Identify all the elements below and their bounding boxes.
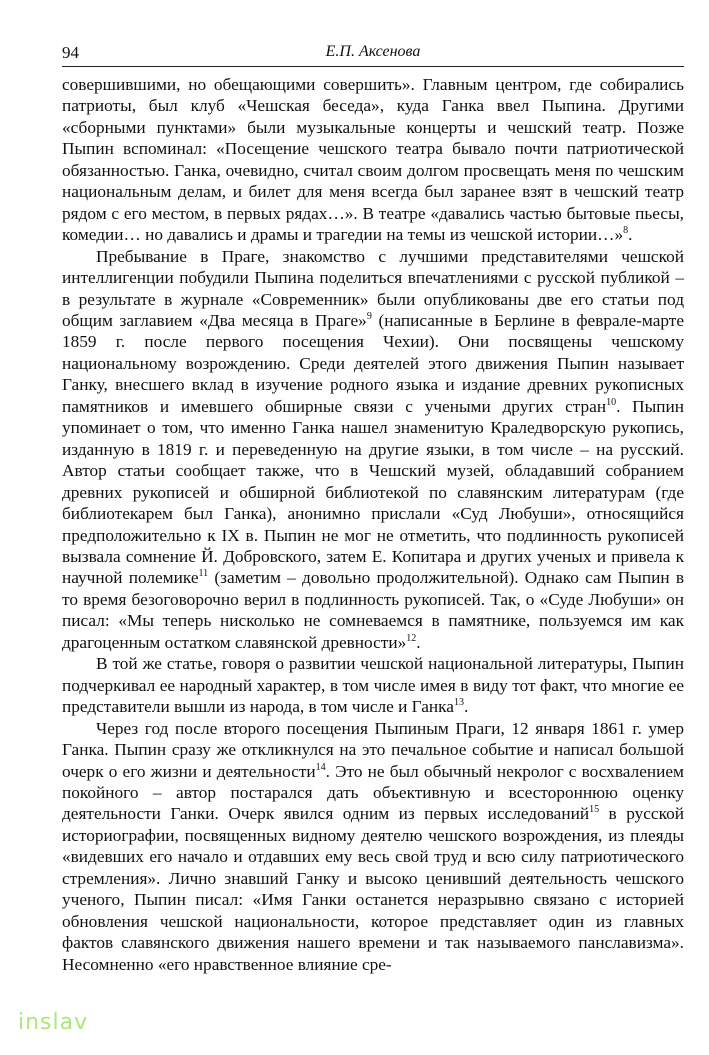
- paragraph-text: .: [416, 632, 421, 652]
- paragraph: [62, 653, 684, 717]
- footnote-ref: 8: [623, 225, 629, 237]
- paragraph: [62, 246, 684, 654]
- paragraph-text: Через год после второго посещения Пыпиным Праги, 12 января 1861 г. умер Ганка. Пыпин сразу же откликнулся на это печальное событие и написал большой очерк о его жизни и деятельности: [62, 718, 684, 781]
- footnote-ref: 11: [198, 568, 209, 580]
- paragraph-text: в русской историографии, посвященных видному деятелю чешского возрождения, из плеяды «видевших его начало и отдавших ему весь свой труд и всю силу патриотического стремления». Лично знавший Ганку и высоко ценивший деятельность чешского ученого, Пыпин писал: «Имя Ганки останется неразрывно связано с историей обновления чешской национальности, которое представляет один из главных фактов славянского движения нашего времени и так называемого панславизма». Несомненно «его нравственное влияние сре-: [62, 804, 685, 974]
- paragraph: [62, 74, 684, 246]
- footnote-ref: 9: [366, 311, 372, 323]
- page-number: 94: [62, 43, 79, 62]
- paragraph-text: Пребывание в Праге, знакомство с лучшими представителями чешской интеллигенции побудили Пыпина поделиться впечатлениями с русской публикой – в результате в журнале «Современник» были опубликованы две его статьи под общим заглавием «Два месяца в Праге»: [62, 246, 684, 330]
- footnote-ref: 14: [315, 761, 326, 773]
- paragraph-text: совершившими, но обещающими совершить». Главным центром, где собирались патриоты, был клуб «Чешская беседа», куда Ганка ввел Пыпина. Другими «сборными пунктами» были музыкальные концерты и чешский театр. Позже Пыпин вспоминал: «Посещение чешского театра бывало почти патриотической обязанностью. Ганка, очевидно, считал своим долгом просвещать меня по чешским национальным делам, и билет для меня всегда был заранее взят в чешский театр рядом с его местом, в первых рядах…». В театре «давались частью бытовые пьесы, комедии… но давались и драмы и трагедии на темы из чешской истории…»: [62, 75, 684, 245]
- paragraph-text: .: [628, 225, 633, 245]
- paragraph-text: . Это не был обычный некролог с восхвалением покойного – автор постарался дать объективную и всестороннюю оценку деятельности Ганки. Очерк явился одним из первых исследований: [62, 761, 684, 824]
- paragraph-text: В той же статье, говоря о развитии чешской национальной литературы, Пыпин подчеркивал ее народный характер, в том числе имея в виду тот факт, что многие ее представители вышли из народа, в том числе и Ганка: [62, 654, 684, 717]
- paragraph-text: . Пыпин упоминает о том, что именно Ганка нашел знаменитую Краледворскую рукопись, изданную в 1819 г. и переведенную на другие языки, в том числе – на русский. Автор статьи сообщает также, что в Чешский музей, обладавший собранием древних рукописей и обширной библиотекой по славянским литературам (где библиотекарем был Ганка), анонимно прислали «Суд Любуши», относящийся предположительно к IX в. Пыпин не мог не отметить, что подлинность рукописей вызвала сомнение Й. Добровского, затем Е. Копитара и других ученых и привела к научной полемике: [62, 396, 684, 588]
- footnote-ref: 10: [606, 397, 617, 409]
- footnote-ref: 13: [453, 697, 464, 709]
- body-text: [62, 74, 684, 975]
- paragraph-text: .: [463, 697, 469, 717]
- paragraph-text: (заметим – довольно продолжительной). Однако сам Пыпин в то время безоговорочно верил в подлинность рукописей. Так, о «Суде Любуши» он писал: «Мы теперь нисколько не сомневаемся в памятнике, пользуемся им как драгоценным остатком славянской древности»: [62, 568, 685, 652]
- paragraph: [62, 718, 684, 975]
- page-header: [62, 40, 684, 67]
- footnote-ref: 12: [406, 633, 417, 645]
- footnote-ref: 15: [589, 804, 600, 816]
- paragraph-text: (написанные в Берлине в феврале-марте 1859 г. после первого посещения Чехии). Они посвящены чешскому национальному возрождению. Среди деятелей этого движения Пыпин называет Ганку, внесшего вклад в изучение родного языка и издание древних рукописных памятников и имевшего обширные связи с учеными других стран: [62, 310, 684, 416]
- watermark-logo: inslav: [18, 1010, 89, 1035]
- running-title: Е.П. Аксенова: [325, 43, 421, 60]
